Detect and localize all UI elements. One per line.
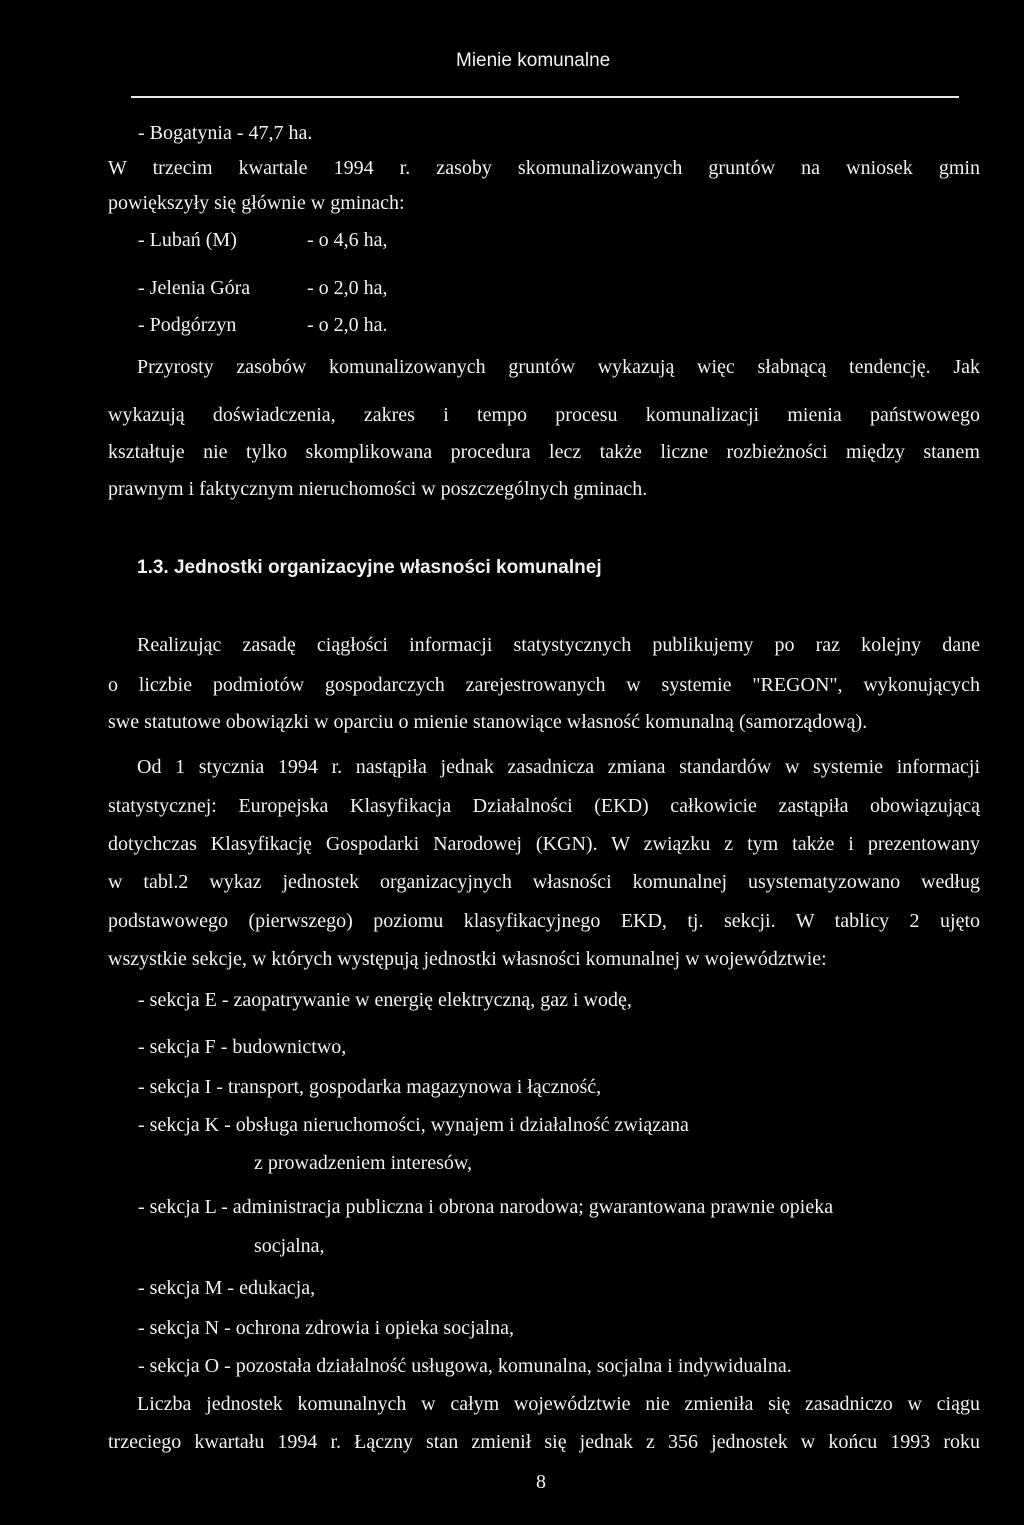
p3-line-2: o liczbie podmiotów gospodarczych zarejestrowanych w systemie "REGON", wykonujących <box>108 674 980 696</box>
p2-line-4: prawnym i faktycznym nieruchomości w poszczególnych gminach. <box>108 478 648 500</box>
section-m: - sekcja M - edukacja, <box>138 1277 316 1299</box>
list1-label-2: - Jelenia Góra <box>138 277 251 299</box>
section-heading: 1.3. Jednostki organizacyjne własności komunalnej <box>137 557 602 578</box>
header-rule <box>131 96 959 98</box>
section-k: - sekcja K - obsługa nieruchomości, wynajem i działalność związana <box>138 1114 689 1136</box>
bogatynia-line: - Bogatynia - 47,7 ha. <box>138 122 313 144</box>
section-i: - sekcja I - transport, gospodarka magazynowa i łączność, <box>138 1076 602 1098</box>
p5-line-2: trzeciego kwartału 1994 r. Łączny stan zmienił się jednak z 356 jednostek w końcu 1993 roku <box>108 1431 980 1453</box>
p2-line-1: Przyrosty zasobów komunalizowanych gruntów wykazują więc słabnącą tendencję. Jak <box>137 356 980 378</box>
page-number: 8 <box>536 1471 546 1493</box>
p4-line-1: Od 1 stycznia 1994 r. nastąpiła jednak zasadnicza zmiana standardów w systemie informacji <box>137 756 980 778</box>
list1-value-3: - o 2,0 ha. <box>307 314 388 336</box>
p4-line-4: w tabl.2 wykaz jednostek organizacyjnych własności komunalnej usystematyzowano według <box>108 871 980 893</box>
section-o: - sekcja O - pozostała działalność usługowa, komunalna, socjalna i indywidualna. <box>138 1355 792 1377</box>
section-n: - sekcja N - ochrona zdrowia i opieka socjalna, <box>138 1317 514 1339</box>
section-l: - sekcja L - administracja publiczna i obrona narodowa; gwarantowana prawnie opieka <box>138 1196 834 1218</box>
section-k-cont: z prowadzeniem interesów, <box>254 1152 473 1174</box>
list1-label-1: - Lubań (M) <box>138 229 237 251</box>
p1-line-2: powiększyły się głównie w gminach: <box>108 192 405 214</box>
section-e: - sekcja E - zaopatrywanie w energię elektryczną, gaz i wodę, <box>138 989 632 1011</box>
p2-line-3: kształtuje nie tylko skomplikowana procedura lecz także liczne rozbieżności między stanem <box>108 441 980 463</box>
p4-line-3: dotychczas Klasyfikację Gospodarki Narodowej (KGN). W związku z tym także i prezentowany <box>108 833 980 855</box>
p4-line-6: wszystkie sekcje, w których występują jednostki własności komunalnej w województwie: <box>108 948 827 970</box>
running-header: Mienie komunalne <box>456 50 611 71</box>
p2-line-2: wykazują doświadczenia, zakres i tempo procesu komunalizacji mienia państwowego <box>108 404 980 426</box>
list1-value-2: - o 2,0 ha, <box>307 277 388 299</box>
p3-line-1: Realizując zasadę ciągłości informacji statystycznych publikujemy po raz kolejny dane <box>137 634 980 656</box>
p4-line-5: podstawowego (pierwszego) poziomu klasyfikacyjnego EKD, tj. sekcji. W tablicy 2 ujęto <box>108 910 980 932</box>
p3-line-3: swe statutowe obowiązki w oparciu o mienie stanowiące własność komunalną (samorządową). <box>108 711 868 733</box>
p4-line-2: statystycznej: Europejska Klasyfikacja Działalności (EKD) całkowicie zastąpiła obowiązującą <box>108 795 980 817</box>
p5-line-1: Liczba jednostek komunalnych w całym województwie nie zmieniła się zasadniczo w ciągu <box>137 1393 980 1415</box>
list1-label-3: - Podgórzyn <box>138 314 237 336</box>
section-l-cont: socjalna, <box>254 1235 325 1257</box>
p1-line-1: W trzecim kwartale 1994 r. zasoby skomunalizowanych gruntów na wniosek gmin <box>108 157 980 179</box>
section-f: - sekcja F - budownictwo, <box>138 1036 347 1058</box>
list1-value-1: - o 4,6 ha, <box>307 229 388 251</box>
